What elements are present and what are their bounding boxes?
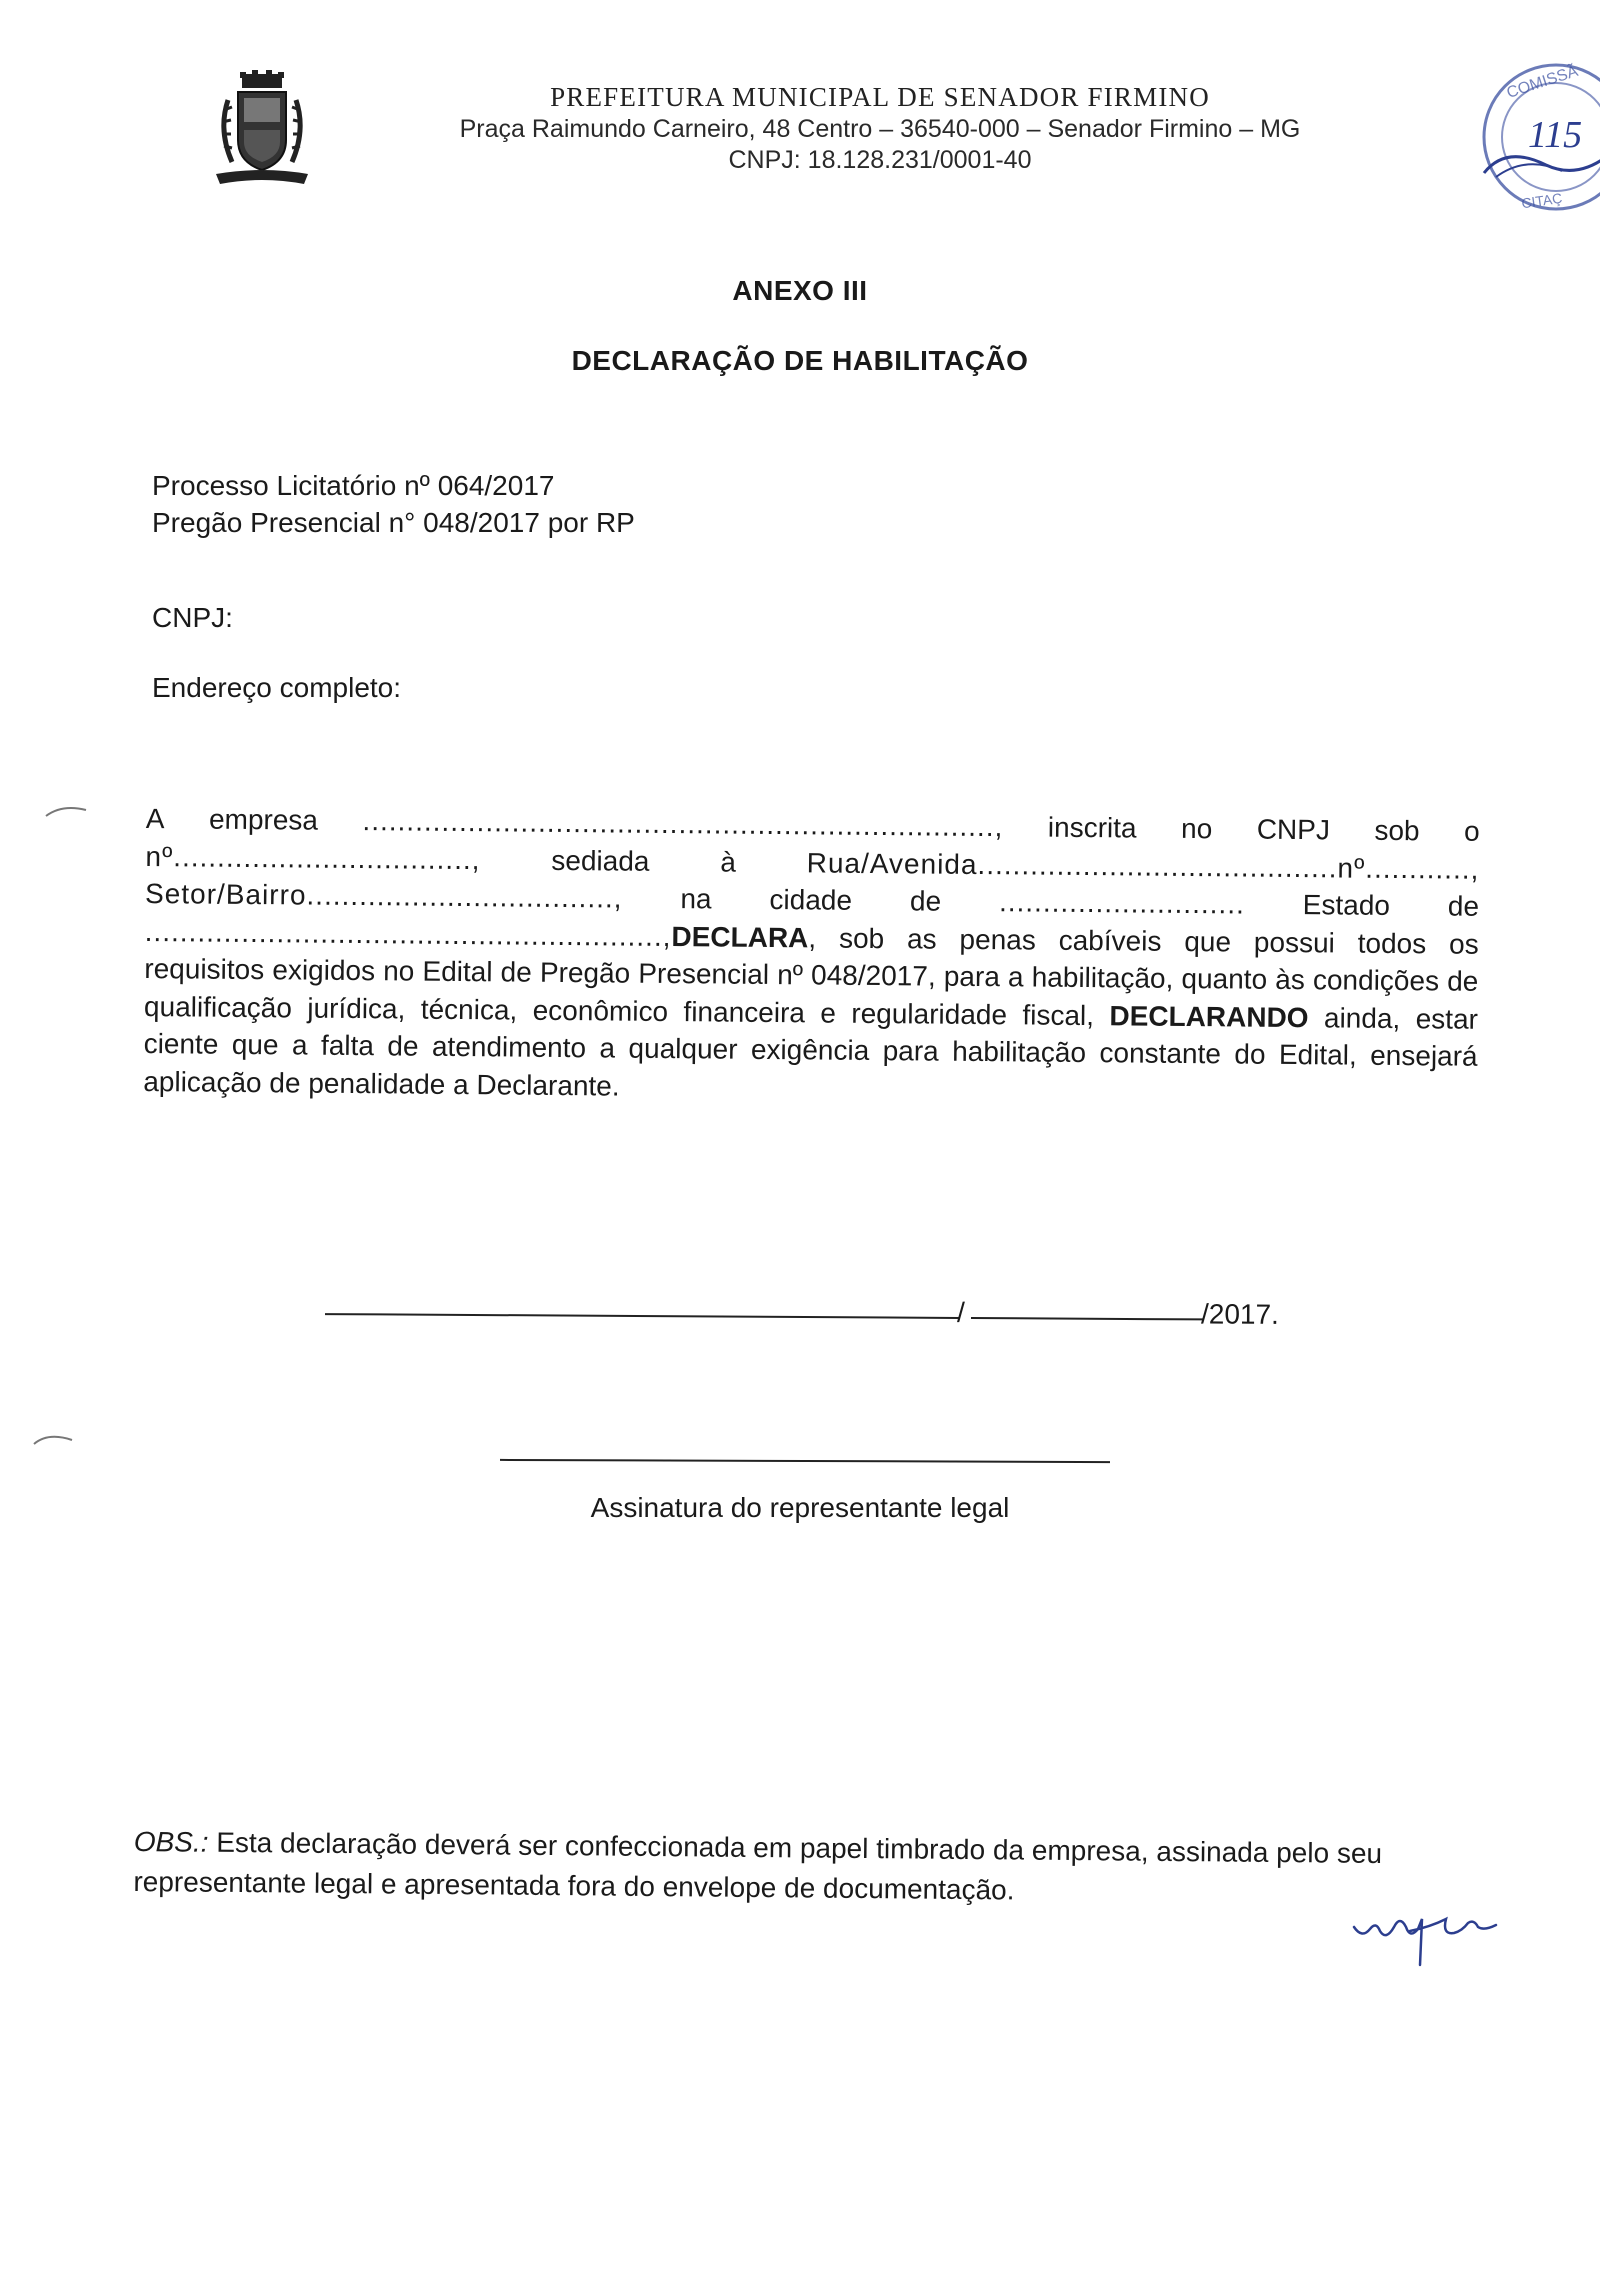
margin-mark-icon: [42, 800, 102, 820]
margin-mark-icon: [30, 1428, 90, 1448]
municipal-coat-of-arms-icon: [212, 70, 312, 188]
obs-text: Esta declaração deverá ser confeccionada em papel timbrado da empresa, assinada pelo seu representante legal e apresentada fora do envelope de documentação.: [133, 1826, 1383, 1906]
declaration-body: [143, 800, 1480, 1113]
body-word: sediada: [551, 844, 650, 877]
declaration-text-continued: ainda, estar ciente que a falta de atendimento a qualquer exigência para habilitação constante do Edital, ensejará aplicação de penalidade a Declarante.: [143, 1001, 1479, 1102]
svg-text:COMISSÃ: COMISSÃ: [1504, 62, 1581, 102]
signature-label: Assinatura do representante legal: [590, 1492, 1010, 1523]
body-word: de: [909, 885, 942, 917]
municipality-name: PREFEITURA MUNICIPAL DE SENADOR FIRMINO: [550, 82, 1210, 112]
obs-label: OBS.:: [133, 1825, 209, 1858]
body-word: no: [1180, 812, 1213, 845]
cnpj-label: CNPJ:: [152, 602, 233, 633]
processo-licitatorio: Processo Licitatório nº 064/2017: [152, 470, 555, 501]
svg-text:CITAÇ: CITAÇ: [1520, 189, 1564, 212]
annex-title: ANEXO III: [732, 275, 868, 306]
letterhead: [400, 82, 1360, 175]
body-word: inscrita: [1047, 811, 1137, 844]
body-paragraph: [143, 912, 1479, 1112]
commission-stamp-icon: [1466, 55, 1600, 220]
body-word: de: [1447, 890, 1480, 922]
municipality-cnpj: CNPJ: 18.128.231/0001-40: [728, 146, 1032, 174]
street-blank: Rua/Avenida.........................................nº............,: [806, 846, 1480, 885]
date-line: [325, 1293, 1285, 1339]
municipality-address: Praça Raimundo Carneiro, 48 Centro – 36540-000 – Senador Firmino – MG: [459, 115, 1301, 143]
date-blank-day: [325, 1313, 959, 1319]
endereco-label: Endereço completo:: [152, 672, 402, 703]
body-word: o: [1463, 815, 1480, 847]
body-word: sob: [1374, 814, 1420, 847]
city-blank: ............................: [998, 886, 1245, 920]
body-word: à: [720, 846, 737, 878]
declara-keyword: DECLARA: [671, 920, 809, 953]
declarando-keyword: DECLARANDO: [1109, 999, 1309, 1033]
date-separator: /: [956, 1296, 965, 1328]
body-word: cidade: [769, 883, 853, 916]
company-name-blank: ........................................................................,: [362, 805, 1004, 843]
declaration-text: , sob as penas cabíveis que possui todos os requisitos exigidos no Edital de Pregão Presencial nº 048/2017, para a habilitação, quanto às condições de qualificação jurídica, técnica, econômico financeira e regularidade fiscal,: [143, 921, 1479, 1031]
svg-text:115: 115: [1528, 114, 1583, 156]
cnpj-number-blank: nº..................................,: [145, 840, 481, 875]
district-blank: Setor/Bairro...................................,: [144, 877, 623, 914]
observation-note: [133, 1822, 1464, 1915]
date-year: /2017.: [1200, 1298, 1279, 1330]
handwritten-initials-icon: [1350, 1905, 1500, 1975]
state-blank: ...........................................................,: [144, 915, 672, 952]
body-word: A: [145, 802, 165, 835]
declaration-title: DECLARAÇÃO DE HABILITAÇÃO: [571, 345, 1029, 376]
body-word: empresa: [208, 803, 319, 836]
pregao-presencial: Pregão Presencial n° 048/2017 por RP: [152, 507, 635, 538]
body-word: CNPJ: [1256, 813, 1331, 846]
body-word: Estado: [1302, 889, 1391, 921]
body-word: na: [680, 883, 712, 915]
signature-line: [500, 1459, 1110, 1463]
date-blank-month: [971, 1317, 1203, 1320]
